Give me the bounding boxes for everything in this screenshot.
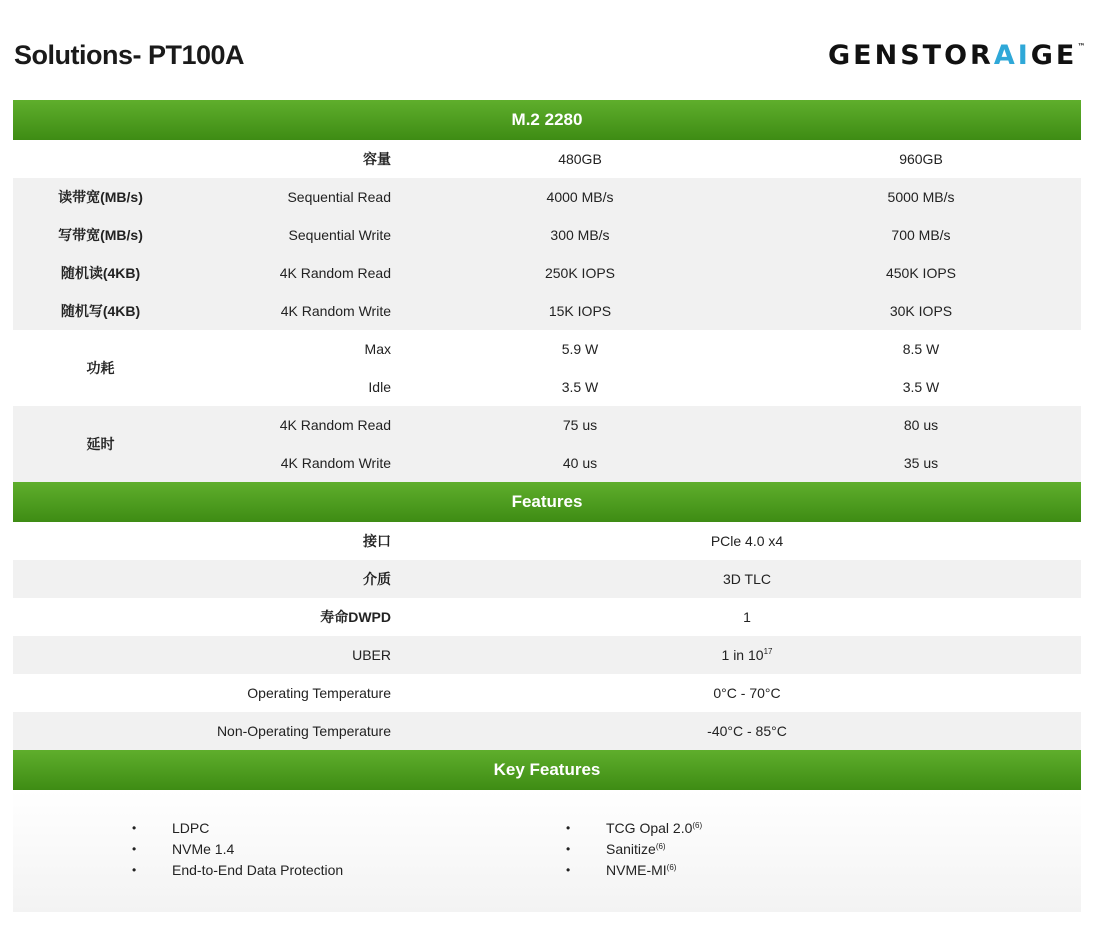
value-960: 80 us bbox=[903, 417, 939, 433]
feature-label: Operating Temperature bbox=[247, 685, 391, 701]
value-960: 35 us bbox=[903, 455, 939, 471]
row-sublabel: Idle bbox=[368, 379, 391, 395]
table-row bbox=[13, 444, 1081, 482]
feature-value bbox=[647, 636, 847, 674]
row-label: 写带宽(MB/s) bbox=[58, 227, 143, 243]
uber-base: 1 in 10 bbox=[721, 647, 764, 663]
feature-label: 寿命DWPD bbox=[320, 609, 391, 625]
list-item bbox=[566, 818, 702, 839]
table-row bbox=[13, 368, 1081, 406]
power-group bbox=[13, 330, 1081, 406]
list-item-text: Sanitize bbox=[606, 841, 656, 857]
list-item: • End-to-End Data Protection bbox=[132, 860, 343, 881]
feature-value: 1 bbox=[743, 609, 751, 625]
row-label: 随机写(4KB) bbox=[60, 303, 141, 319]
list-item: • LDPC bbox=[132, 818, 343, 839]
value-480: 15K IOPS bbox=[548, 303, 612, 319]
value-480: 300 MB/s bbox=[550, 227, 610, 243]
footnote-ref: (6) bbox=[692, 821, 703, 830]
table-row bbox=[13, 292, 1081, 330]
logo-text-2: GE bbox=[1030, 40, 1078, 71]
list-item-text: TCG Opal 2.0 bbox=[606, 820, 693, 836]
table-row bbox=[13, 178, 1081, 216]
latency-group bbox=[13, 406, 1081, 482]
table-row bbox=[13, 216, 1081, 254]
feature-row bbox=[13, 636, 1081, 674]
key-features-list bbox=[13, 790, 1081, 912]
power-label: 功耗 bbox=[86, 360, 115, 376]
capacity-960: 960GB bbox=[899, 151, 943, 167]
value-480: 3.5 W bbox=[561, 379, 599, 395]
logo-trademark: ™ bbox=[1077, 42, 1086, 51]
value-480: 250K IOPS bbox=[544, 265, 616, 281]
capacity-row bbox=[13, 140, 1081, 178]
feature-row bbox=[13, 712, 1081, 750]
page-title: Solutions- PT100A bbox=[14, 40, 245, 70]
row-label: 读带宽(MB/s) bbox=[58, 189, 143, 205]
footnote-ref: (6) bbox=[666, 863, 677, 872]
value-480: 5.9 W bbox=[561, 341, 599, 357]
latency-label: 延时 bbox=[86, 436, 115, 452]
row-sublabel: 4K Random Write bbox=[280, 455, 391, 471]
brand-logo bbox=[828, 40, 1085, 71]
key-features-right bbox=[566, 818, 702, 881]
capacity-label: 容量 bbox=[363, 151, 391, 167]
value-480: 75 us bbox=[562, 417, 598, 433]
capacity-480: 480GB bbox=[558, 151, 602, 167]
value-960: 700 MB/s bbox=[891, 227, 951, 243]
feature-value: -40°C - 85°C bbox=[707, 723, 787, 739]
feature-row bbox=[13, 674, 1081, 712]
logo-text-ai: AI bbox=[993, 40, 1031, 71]
list-item: • NVMe 1.4 bbox=[132, 839, 343, 860]
list-item bbox=[566, 839, 702, 860]
feature-row bbox=[13, 560, 1081, 598]
feature-label: 介质 bbox=[363, 571, 391, 587]
feature-label: 接口 bbox=[363, 533, 391, 549]
feature-label: UBER bbox=[352, 647, 391, 663]
row-sublabel: Sequential Write bbox=[288, 227, 391, 243]
feature-value: PCle 4.0 x4 bbox=[710, 533, 784, 549]
feature-label: Non-Operating Temperature bbox=[216, 723, 391, 739]
section-header-key-features: Key Features bbox=[13, 750, 1081, 790]
feature-value: 3D TLC bbox=[723, 571, 771, 587]
performance-group bbox=[13, 178, 1081, 330]
feature-row bbox=[13, 598, 1081, 636]
value-480: 40 us bbox=[562, 455, 598, 471]
section-header-spec: M.2 2280 bbox=[13, 100, 1081, 140]
value-480: 4000 MB/s bbox=[546, 189, 614, 205]
spec-table bbox=[13, 100, 1081, 912]
row-sublabel: 4K Random Read bbox=[279, 417, 391, 433]
table-row bbox=[13, 254, 1081, 292]
feature-value: 0°C - 70°C bbox=[713, 685, 781, 701]
table-row bbox=[13, 406, 1081, 444]
row-label: 随机读(4KB) bbox=[60, 265, 141, 281]
value-960: 8.5 W bbox=[902, 341, 940, 357]
value-960: 5000 MB/s bbox=[887, 189, 955, 205]
logo-text-1: GENSTOR bbox=[828, 40, 994, 71]
value-960: 3.5 W bbox=[902, 379, 940, 395]
key-features-left bbox=[132, 818, 343, 881]
row-sublabel: Sequential Read bbox=[287, 189, 391, 205]
uber-exponent: 17 bbox=[763, 647, 773, 656]
list-item bbox=[566, 860, 702, 881]
value-960: 450K IOPS bbox=[885, 265, 957, 281]
footnote-ref: (6) bbox=[655, 842, 666, 851]
value-960: 30K IOPS bbox=[889, 303, 953, 319]
section-header-features: Features bbox=[13, 482, 1081, 522]
feature-row bbox=[13, 522, 1081, 560]
row-sublabel: 4K Random Write bbox=[280, 303, 391, 319]
table-row bbox=[13, 330, 1081, 368]
list-item-text: NVME-MI bbox=[606, 862, 667, 878]
row-sublabel: Max bbox=[364, 341, 391, 357]
row-sublabel: 4K Random Read bbox=[279, 265, 391, 281]
